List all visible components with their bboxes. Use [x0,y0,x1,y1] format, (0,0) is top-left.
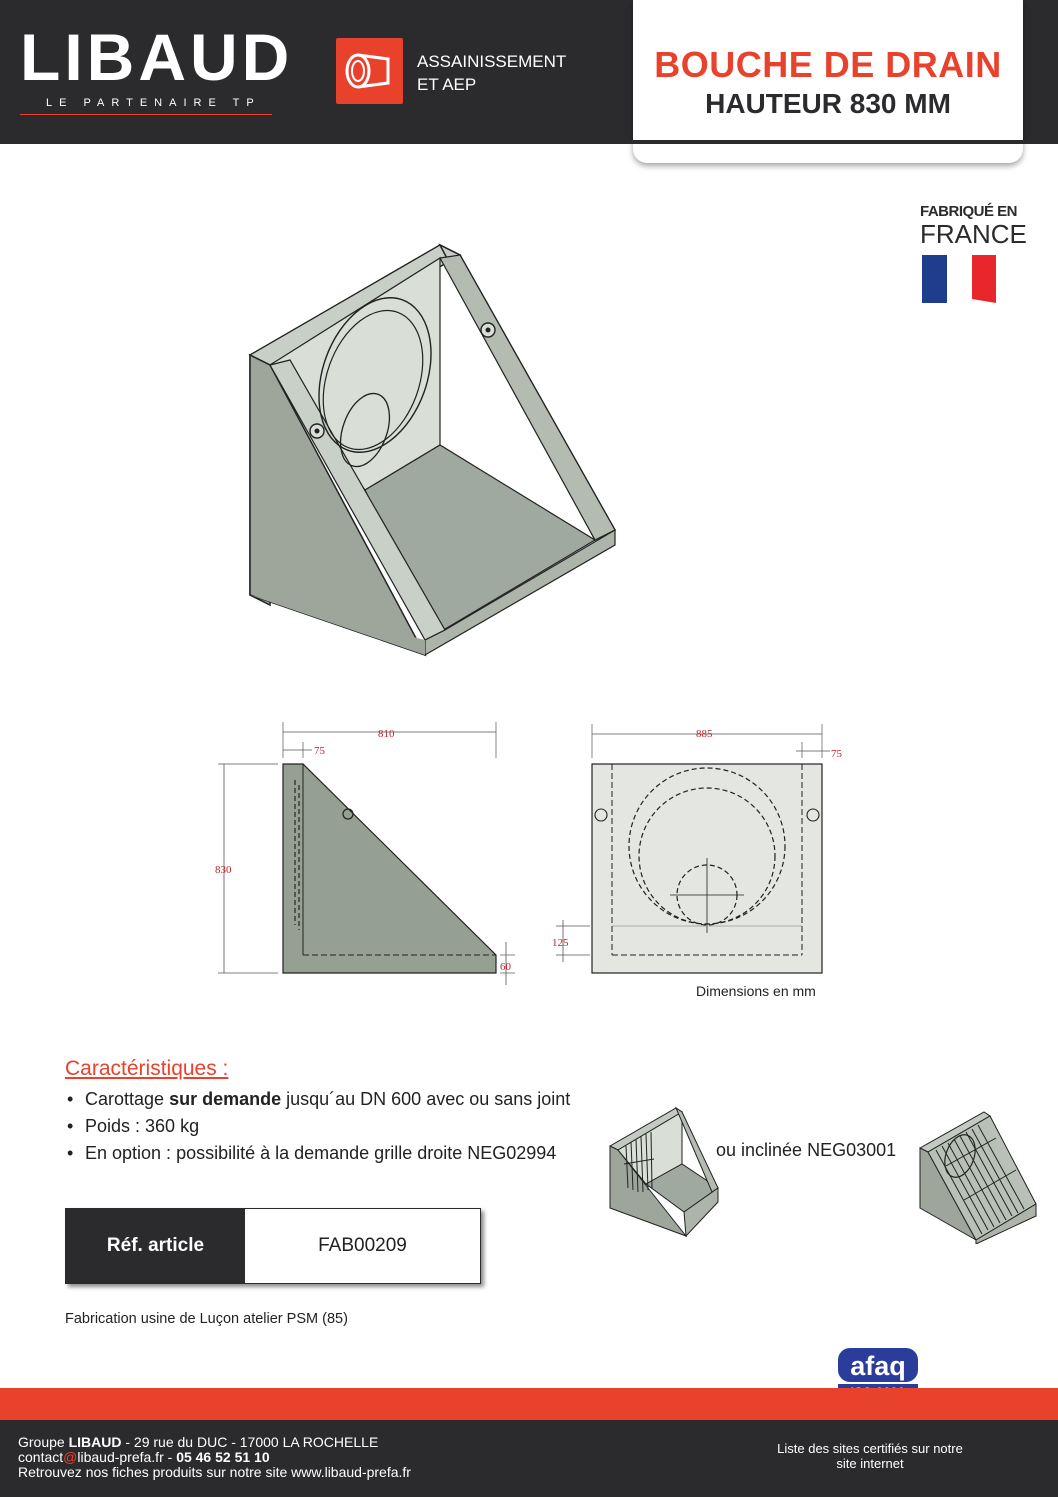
fabrication-note: Fabrication usine de Luçon atelier PSM (85) [65,1311,348,1327]
footer-company: LIBAUD [68,1434,122,1450]
reference-label: Réf. article [66,1209,245,1283]
front-view-drawing [556,724,830,973]
footer-email-at: @ [63,1449,78,1465]
logo-tagline: LE PARTENAIRE TP [46,97,261,109]
category-line-1: ASSAINISSEMENT [417,52,567,71]
dimensions-note: Dimensions en mm [696,983,816,999]
footer-address-text: - 29 rue du DUC - 17000 LA ROCHELLE [121,1434,379,1450]
item-1-text-bold: sur demande [169,1089,282,1109]
badge-line-1: FABRIQUÉ EN [920,203,1018,220]
characteristics-title: Caractéristiques : [65,1057,229,1080]
list-item: • En option : possibilité à la demande grille droite NEG02994 [65,1140,570,1167]
footer-address [18,1435,411,1450]
dim-front-width: 885 [696,728,713,740]
dim-bottom: 60 [500,961,511,973]
characteristics-list [65,1086,570,1167]
category-line-2: ET AEP [417,75,477,94]
straight-grille-illustration [606,1104,722,1238]
footer-accent-band [0,1388,1058,1420]
item-1-text-a: Carottage [85,1089,170,1109]
option-inclined: ou inclinée NEG03001 [716,1140,897,1160]
dim-side-width: 810 [378,728,395,740]
footer-website[interactable]: Retrouvez nos fiches produits sur notre site www.libaud-prefa.fr [18,1464,411,1480]
footer-address-prefix: Groupe [18,1434,69,1450]
footer-phone: 05 46 52 51 10 [176,1449,270,1465]
dim-front-wall: 75 [831,748,842,760]
logo-wordmark: LIBAUD [20,20,294,94]
list-item [65,1086,570,1113]
footer-contact [18,1435,411,1480]
item-1-text-c: jusqu´au DN 600 avec ou sans joint [281,1089,571,1109]
product-title: BOUCHE DE DRAIN [654,44,1002,85]
dim-height: 830 [215,864,232,876]
afaq-name: afaq [850,1351,906,1381]
page-footer [0,1420,1058,1497]
badge-line-2: FRANCE [920,219,1027,249]
list-item: • Poids : 360 kg [65,1113,570,1140]
dim-side-wall: 75 [314,745,325,757]
product-subtitle: HAUTEUR 830 MM [705,88,951,119]
reference-value: FAB00209 [318,1235,407,1256]
footer-email-user: contact [18,1449,64,1465]
certified-line-1: Liste des sites certifiés sur notre [777,1441,963,1456]
footer-email-domain: libaud-prefa.fr - [77,1449,177,1465]
footer-certified-sites [770,1441,970,1471]
certified-line-2: site internet [836,1456,904,1471]
footer-email-phone[interactable] [18,1450,411,1465]
side-view-drawing [218,722,515,985]
reference-table [65,1208,481,1284]
inclined-grille-illustration [916,1108,1040,1244]
dim-front-low: 125 [552,937,569,949]
